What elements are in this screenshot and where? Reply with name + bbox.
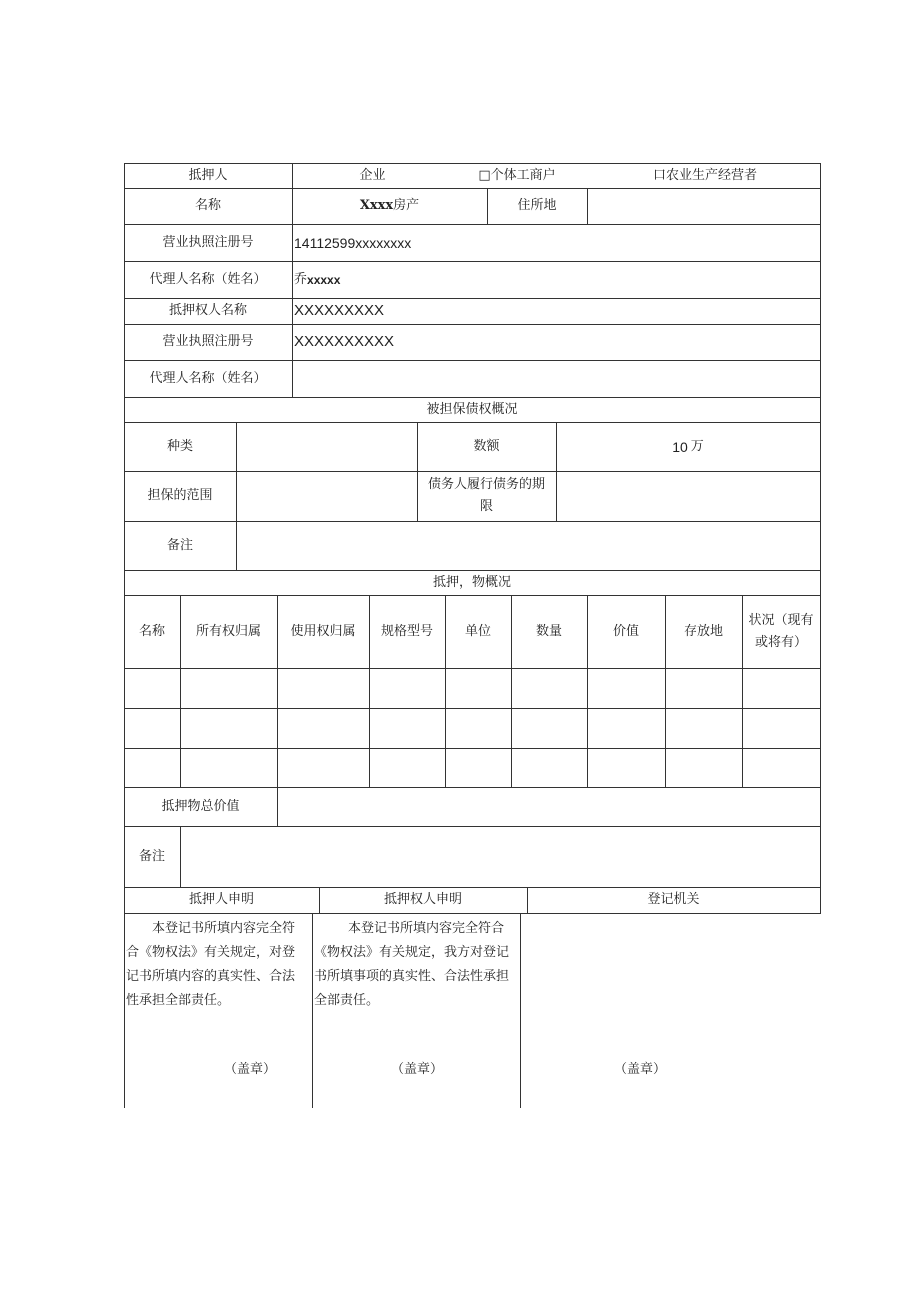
row-line: [124, 913, 821, 914]
property-cell[interactable]: [124, 708, 180, 748]
property-cell[interactable]: [587, 708, 665, 748]
mortgagor-stamp[interactable]: （盖章）: [223, 1062, 276, 1077]
license-label: 营业执照注册号: [162, 234, 254, 250]
mortgagee-license-field[interactable]: XXXXXXXXXX: [294, 333, 395, 350]
scope-label: 担保的范围: [147, 488, 213, 503]
type-option-agricultural[interactable]: 口农业生产经营者: [652, 167, 757, 183]
term-field[interactable]: [556, 471, 820, 521]
header-ownership: 所有权归属: [195, 623, 261, 639]
address-field[interactable]: [587, 188, 820, 224]
total-value-field[interactable]: [277, 787, 820, 826]
header-name: 名称: [138, 623, 165, 639]
mortgagee-stamp[interactable]: （盖章）: [390, 1062, 443, 1077]
agent-field[interactable]: [292, 261, 820, 298]
total-value-label: 抵押物总价值: [161, 798, 240, 814]
property-cell[interactable]: [277, 708, 369, 748]
header-location: 存放地: [683, 623, 723, 639]
debt-amount-label: 数额: [473, 438, 500, 454]
name-suffix: 房产: [393, 198, 420, 213]
debt-section-title: 被担保债权概况: [426, 401, 518, 417]
col-line: [520, 913, 521, 1108]
property-cell[interactable]: [742, 668, 820, 708]
declaration-line: 全部责任。: [314, 993, 380, 1008]
authority-stamp[interactable]: （盖章）: [613, 1062, 666, 1077]
debt-remark-label: 备注: [166, 537, 193, 553]
property-cell[interactable]: [511, 748, 587, 787]
mortgagee-name-label: 抵押权人名称: [168, 303, 247, 318]
property-cell[interactable]: [369, 708, 445, 748]
property-cell[interactable]: [742, 748, 820, 787]
debt-type-field[interactable]: [236, 422, 417, 471]
mortgagor-declaration-text: [126, 917, 312, 1013]
debt-amount-unit: 万: [690, 438, 704, 454]
property-cell[interactable]: [277, 748, 369, 787]
declaration-line: 合《物权法》有关规定，对登: [126, 945, 296, 960]
property-cell[interactable]: [445, 708, 511, 748]
name-label: 名称: [194, 198, 221, 213]
property-cell[interactable]: [587, 748, 665, 787]
debt-amount-number: 10: [672, 438, 688, 455]
declaration-line: 记书所填内容的真实性、合法: [126, 969, 296, 984]
scope-field[interactable]: [236, 471, 417, 521]
debt-type-label: 种类: [166, 438, 193, 454]
term-label-line2: 限: [479, 499, 493, 514]
mortgagee-name-field[interactable]: XXXXXXXXX: [294, 302, 385, 319]
border-right: [820, 163, 821, 914]
header-status: [742, 595, 820, 668]
declaration-line: 性承担全部责任。: [126, 993, 231, 1008]
property-cell[interactable]: [445, 668, 511, 708]
property-cell[interactable]: [665, 748, 742, 787]
debt-amount-field[interactable]: [556, 422, 820, 471]
type-option-enterprise[interactable]: 企业: [359, 167, 386, 183]
type-option-individual-business[interactable]: □个体工商户: [478, 167, 556, 183]
mortgagee-license-label: 营业执照注册号: [162, 334, 254, 349]
property-cell[interactable]: [369, 748, 445, 787]
property-cell[interactable]: [180, 748, 277, 787]
mortgagee-agent-field[interactable]: [292, 360, 820, 397]
property-cell[interactable]: [742, 708, 820, 748]
property-cell[interactable]: [277, 668, 369, 708]
property-remark-label: 备注: [138, 848, 165, 864]
property-cell[interactable]: [180, 708, 277, 748]
header-use-right: 使用权归属: [290, 623, 356, 639]
header-value: 价值: [612, 623, 639, 639]
property-section-title: 抵押，物概况: [432, 574, 511, 590]
agent-value: xxxxx: [307, 272, 341, 287]
address-label: 住所地: [517, 198, 557, 213]
property-cell[interactable]: [665, 708, 742, 748]
declaration-line: 本登记书所填内容完全符: [152, 921, 296, 936]
license-field[interactable]: 14112599xxxxxxxx: [294, 234, 412, 251]
agent-label: 代理人名称（姓名）: [149, 271, 267, 287]
col-line: [312, 913, 313, 1108]
mortgagor-declaration-title: 抵押人申明: [188, 892, 254, 907]
agent-prefix: 乔: [294, 271, 308, 287]
property-cell[interactable]: [587, 668, 665, 708]
term-label-line1: 债务人履行债务的期: [427, 477, 545, 492]
mortgagee-declaration-text: [314, 917, 520, 1013]
name-value: Xxxx: [359, 198, 394, 213]
mortgagor-label: 抵押人: [188, 167, 228, 183]
header-unit: 单位: [464, 623, 491, 639]
property-cell[interactable]: [124, 748, 180, 787]
property-cell[interactable]: [665, 668, 742, 708]
name-field[interactable]: [292, 188, 487, 224]
property-remark-field[interactable]: [180, 826, 820, 887]
property-cell[interactable]: [511, 668, 587, 708]
property-cell[interactable]: [124, 668, 180, 708]
property-cell[interactable]: [445, 748, 511, 787]
authority-title: 登记机关: [647, 892, 700, 907]
debt-remark-field[interactable]: [236, 521, 820, 570]
mortgagee-declaration-title: 抵押权人申明: [383, 892, 462, 907]
header-quantity: 数量: [535, 623, 562, 639]
term-label: [417, 471, 556, 521]
header-status-line2: 或将有）: [754, 634, 807, 650]
declaration-line: 书所填事项的真实性、合法性承担: [314, 969, 510, 984]
header-specification: 规格型号: [380, 623, 433, 639]
header-status-line1: 状况（现有: [748, 612, 814, 628]
declaration-line: 《物权法》有关规定，我方对登记: [314, 945, 510, 960]
mortgagee-agent-label: 代理人名称（姓名）: [149, 370, 267, 386]
declaration-line: 本登记书所填内容完全符合: [348, 921, 505, 936]
property-cell[interactable]: [180, 668, 277, 708]
property-cell[interactable]: [511, 708, 587, 748]
property-cell[interactable]: [369, 668, 445, 708]
